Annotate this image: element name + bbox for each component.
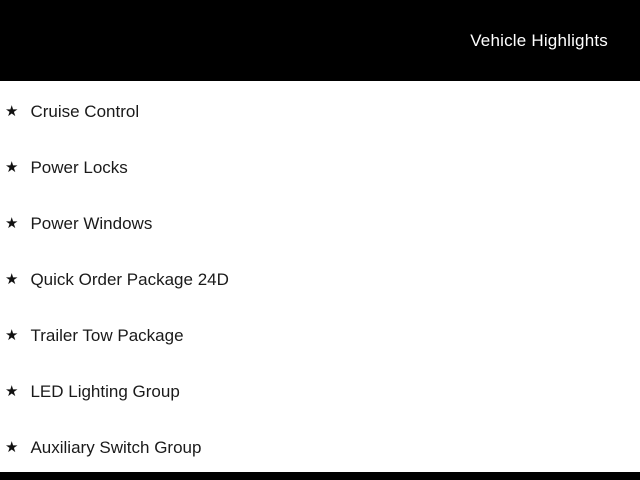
list-item [0,139,640,195]
star-icon: ★ [5,270,19,288]
footer-bar [0,472,640,480]
highlight-label: LED Lighting Group [30,381,180,401]
page-title: Vehicle Highlights [470,30,608,50]
star-icon: ★ [5,158,19,176]
list-item [0,251,640,307]
list-item [0,307,640,363]
star-icon: ★ [5,382,19,400]
highlight-label: Auxiliary Switch Group [30,437,202,457]
star-icon: ★ [5,438,19,456]
star-icon: ★ [5,214,19,232]
header-bar [0,0,640,81]
highlight-label: Power Locks [30,157,128,177]
list-item [0,195,640,251]
highlight-label: Cruise Control [30,101,140,121]
highlight-label: Trailer Tow Package [30,325,184,345]
list-item [0,419,640,475]
highlight-label: Quick Order Package 24D [30,269,229,289]
vehicle-highlights-list [0,83,640,475]
list-item [0,363,640,419]
star-icon: ★ [5,326,19,344]
star-icon: ★ [5,102,19,120]
highlight-label: Power Windows [30,213,153,233]
list-item [0,83,640,139]
